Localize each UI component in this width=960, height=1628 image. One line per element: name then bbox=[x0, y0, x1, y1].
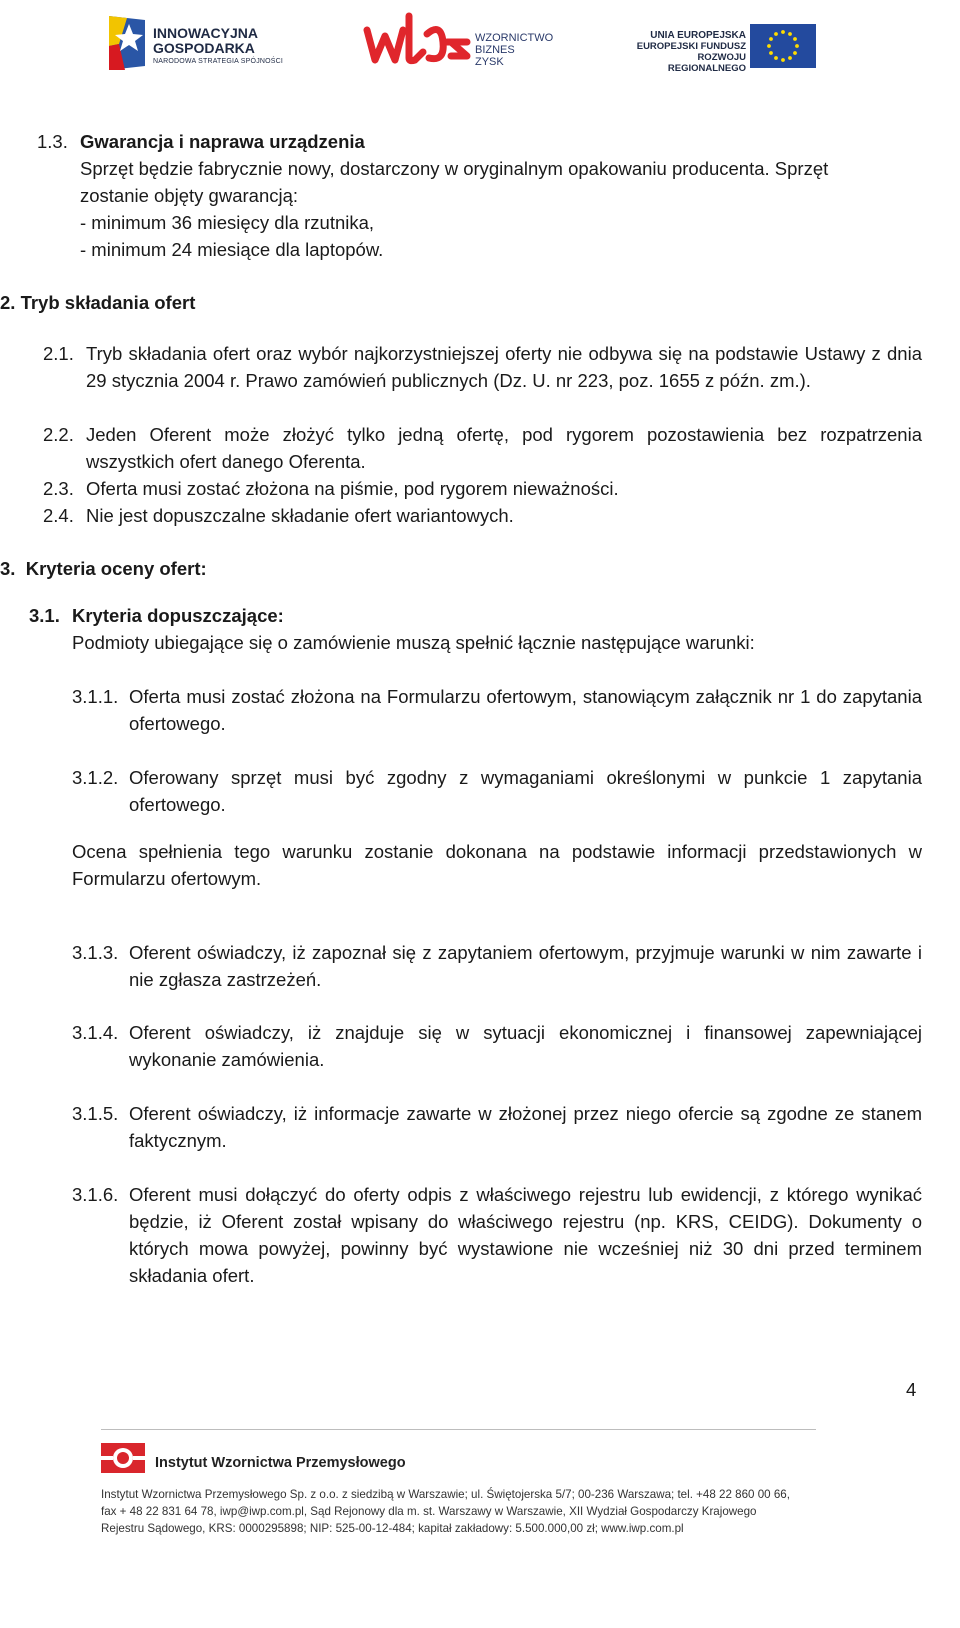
item-2-3-text: Oferta musi zostać złożona na piśmie, pod rygorem nieważności. bbox=[86, 478, 619, 499]
item-3-1-5-text: Oferent oświadczy, iż informacje zawarte w złożonej przez niego ofercie są zgodne ze stanem faktycznym. bbox=[129, 1103, 922, 1151]
unia-europejska-logo bbox=[630, 10, 820, 72]
section-3-1-intro: Podmioty ubiegające się o zamówienie muszą spełnić łącznie następujące warunki: bbox=[72, 632, 755, 653]
section-1-3-title: Gwarancja i naprawa urządzenia bbox=[80, 131, 365, 152]
item-3-1-3-number: 3.1.3. bbox=[72, 942, 119, 963]
item-2-1-number: 2.1. bbox=[43, 343, 74, 364]
wbz-line3: ZYSK bbox=[475, 56, 504, 68]
item-2-2-text: Jeden Oferent może złożyć tylko jedną ofertę, pod rygorem pozostawienia bez rozpatrzenia wszystkich ofert danego Oferenta. bbox=[86, 424, 922, 472]
wzornictwo-biznes-zysk-logo bbox=[363, 10, 563, 72]
section-3-1-title: Kryteria dopuszczające: bbox=[72, 605, 284, 626]
item-3-1-3-text: Oferent oświadczy, iż zapoznał się z zapytaniem ofertowym, przyjmuje warunki w nim zawarte i nie zgłasza zastrzeżeń. bbox=[129, 942, 922, 990]
item-3-1-2-number: 3.1.2. bbox=[72, 767, 119, 788]
item-2-4-number: 2.4. bbox=[43, 505, 74, 526]
wbz-line2: BIZNES bbox=[475, 44, 515, 56]
item-2-3-number: 2.3. bbox=[43, 478, 74, 499]
ig-line2: GOSPODARKA bbox=[153, 40, 255, 56]
footer-address-line-1: Instytut Wzornictwa Przemysłowego Sp. z o.o. z siedzibą w Warszawie; ul. Świętojerska 5/7; 00-236 Warszawa; tel. +48 22 860 00 66, bbox=[101, 1488, 790, 1501]
section-1-3-text bbox=[80, 155, 922, 263]
section-3-1-number: 3.1. bbox=[29, 605, 60, 626]
s13-list-item-1: - minimum 36 miesięcy dla rzutnika, bbox=[80, 212, 375, 233]
item-3-1-1-text: Oferta musi zostać złożona na Formularzu ofertowym, stanowiącym załącznik nr 1 do zapytania ofertowego. bbox=[129, 686, 922, 734]
item-3-1-2-text: Oferowany sprzęt musi być zgodny z wymaganiami określonymi w punkcie 1 zapytania ofertowego. bbox=[129, 767, 922, 815]
item-2-4-text: Nie jest dopuszczalne składanie ofert wariantowych. bbox=[86, 505, 514, 526]
iwp-logo-icon bbox=[101, 1443, 145, 1473]
item-3-1-6-text: Oferent musi dołączyć do oferty odpis z właściwego rejestru lub ewidencji, z którego wynikać będzie, iż Oferent został wpisany do właściwego rejestru (np. KRS, CEIDG). Dokumenty o których mowa powyżej, powinny być wystawione nie wcześniej niż 30 dni przed terminem składania ofert. bbox=[129, 1184, 922, 1286]
item-3-1-1-number: 3.1.1. bbox=[72, 686, 119, 707]
item-3-1-4-number: 3.1.4. bbox=[72, 1022, 119, 1043]
page-number: 4 bbox=[906, 1379, 917, 1400]
footer-address-line-2: fax + 48 22 831 64 78, iwp@iwp.com.pl, Sąd Rejonowy dla m. st. Warszawy w Warszawie, XII Wydział Gospodarczy Krajowego bbox=[101, 1505, 757, 1518]
item-3-1-4-text: Oferent oświadczy, iż znajduje się w sytuacji ekonomicznej i finansowej zapewniającej wykonanie zamówienia. bbox=[129, 1022, 922, 1070]
section-2-heading: 2. Tryb składania ofert bbox=[0, 292, 196, 313]
wbz-line1: WZORNICTWO bbox=[475, 32, 554, 44]
wbz-emblem-icon bbox=[363, 12, 471, 68]
eu-flag-icon bbox=[750, 24, 816, 68]
item-3-1-6-number: 3.1.6. bbox=[72, 1184, 119, 1205]
s13-line2: zostanie objęty gwarancją: bbox=[80, 185, 299, 206]
footer-institute-name: Instytut Wzornictwa Przemysłowego bbox=[155, 1455, 406, 1471]
ue-line1: UNIA EUROPEJSKA bbox=[650, 30, 746, 41]
item-3-1-5-number: 3.1.5. bbox=[72, 1103, 119, 1124]
s13-line1: Sprzęt będzie fabrycznie nowy, dostarczony w oryginalnym opakowaniu producenta. Sprzęt bbox=[80, 158, 829, 179]
section-3-heading: 3. Kryteria oceny ofert: bbox=[0, 558, 207, 579]
item-3-1-2-note: Ocena spełnienia tego warunku zostanie dokonana na podstawie informacji przedstawionych w Formularzu ofertowym. bbox=[72, 841, 922, 889]
section-1-3-number: 1.3. bbox=[37, 131, 68, 152]
footer-divider bbox=[101, 1429, 816, 1430]
ig-emblem-icon bbox=[105, 14, 149, 72]
ig-line1: INNOWACYJNA bbox=[153, 25, 259, 41]
s13-list-item-2: - minimum 24 miesiące dla laptopów. bbox=[80, 239, 384, 260]
ig-subtitle: NARODOWA STRATEGIA SPÓJNOŚCI bbox=[153, 58, 284, 65]
item-2-2-number: 2.2. bbox=[43, 424, 74, 445]
footer-address-line-3: Rejestru Sądowego, KRS: 0000295898; NIP: 525-00-12-484; kapitał zakładowy: 5.500.000,00 zł; www.iwp.com.pl bbox=[101, 1522, 684, 1535]
item-2-1-text: Tryb składania ofert oraz wybór najkorzystniejszej oferty nie odbywa się na podstawie Ustawy z dnia 29 stycznia 2004 r. Prawo zamówień publicznych (Dz. U. nr 223, poz. 1655 z późn. zm.). bbox=[86, 343, 922, 391]
innowacyjna-gospodarka-logo bbox=[105, 10, 285, 72]
ue-line3: ROZWOJU REGIONALNEGO bbox=[667, 52, 746, 74]
ue-line2: EUROPEJSKI FUNDUSZ bbox=[636, 41, 746, 52]
